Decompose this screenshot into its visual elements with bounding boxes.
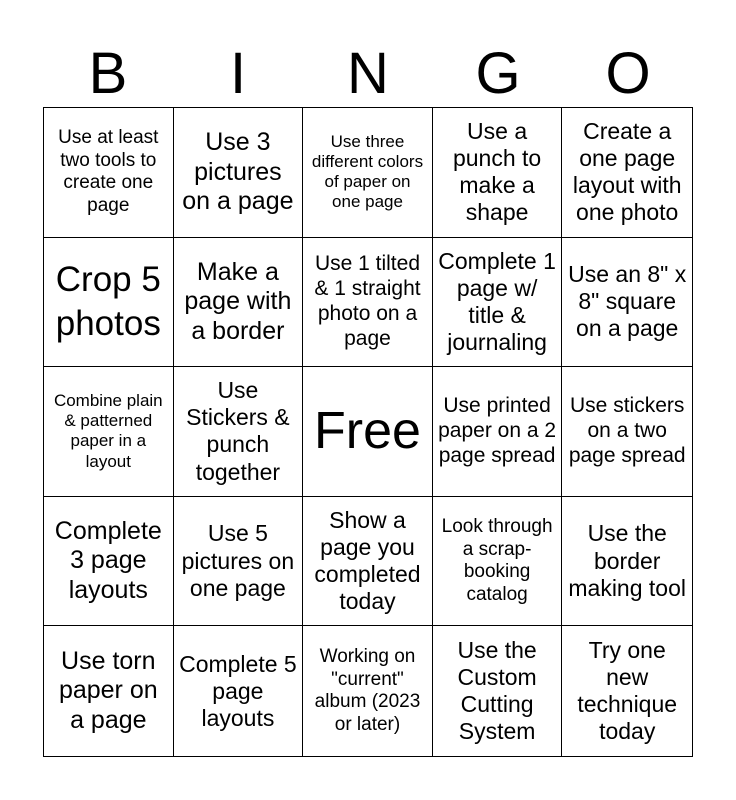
cell-text: Try one new technique today xyxy=(577,636,678,745)
bingo-cell[interactable] xyxy=(562,238,692,368)
bingo-cell[interactable] xyxy=(433,238,563,368)
cell-text: Look through a scrap-booking catalog xyxy=(441,516,553,605)
bingo-cell[interactable] xyxy=(303,626,433,756)
cell-text: Use stickers on a two page spread xyxy=(568,394,686,467)
bingo-cell[interactable] xyxy=(174,497,304,627)
bingo-cell[interactable] xyxy=(433,108,563,238)
header-letter-b: B xyxy=(88,41,128,106)
bingo-cell[interactable] xyxy=(562,626,692,756)
bingo-board xyxy=(43,107,693,757)
cell-text: Complete 3 page layouts xyxy=(54,516,162,604)
cell-text: Combine plain & patterned paper in a layout xyxy=(53,391,163,471)
bingo-cell[interactable] xyxy=(562,108,692,238)
bingo-cell[interactable] xyxy=(174,108,304,238)
cell-text: Use 1 tilted & 1 straight photo on a page xyxy=(314,252,421,350)
bingo-cell[interactable] xyxy=(174,626,304,756)
bingo-cell[interactable] xyxy=(44,108,174,238)
cell-text: Use three different colors of paper on one page xyxy=(311,132,424,212)
bingo-cell[interactable] xyxy=(433,497,563,627)
cell-text: Use 3 pictures on a page xyxy=(182,128,294,216)
header-letter-i: I xyxy=(229,41,247,106)
bingo-cell[interactable] xyxy=(44,238,174,368)
cell-text: Show a page you completed today xyxy=(314,506,421,615)
bingo-cell[interactable] xyxy=(303,238,433,368)
cell-text: Use a punch to make a shape xyxy=(452,118,542,226)
bingo-cell[interactable] xyxy=(303,108,433,238)
cell-text: Complete 1 page w/ title & journaling xyxy=(438,247,556,356)
cell-text: Working on "current" album (2023 or later) xyxy=(314,646,421,735)
cell-text: Use 5 pictures on one page xyxy=(181,520,295,601)
bingo-cell[interactable] xyxy=(433,367,563,497)
cell-text: Use torn paper on a page xyxy=(58,646,158,734)
bingo-cell[interactable] xyxy=(44,367,174,497)
cell-text: Use the Custom Cutting System xyxy=(457,636,537,745)
cell-text: Use printed paper on a 2 page spread xyxy=(438,394,557,467)
header-letter-g: G xyxy=(475,41,521,106)
bingo-cell[interactable] xyxy=(433,626,563,756)
free-space[interactable] xyxy=(303,367,433,497)
cell-text: Use the border making tool xyxy=(568,520,686,601)
bingo-header xyxy=(43,40,693,108)
cell-text: Make a page with a border xyxy=(184,257,292,345)
cell-text: Use an 8" x 8" square on a page xyxy=(568,261,687,342)
bingo-cell[interactable] xyxy=(174,238,304,368)
cell-text: Use Stickers & punch together xyxy=(186,377,290,485)
bingo-cell[interactable] xyxy=(174,367,304,497)
bingo-cell[interactable] xyxy=(44,497,174,627)
cell-text: Create a one page layout with one photo xyxy=(572,118,682,226)
free-space-label: Free xyxy=(314,401,421,460)
cell-text: Use at least two tools to create one page xyxy=(58,127,159,216)
cell-text: Crop 5 photos xyxy=(55,260,161,343)
bingo-cell[interactable] xyxy=(303,497,433,627)
bingo-cell[interactable] xyxy=(562,367,692,497)
bingo-cell[interactable] xyxy=(562,497,692,627)
header-letter-n: N xyxy=(347,41,389,106)
header-letter-o: O xyxy=(605,41,651,106)
cell-text: Complete 5 page layouts xyxy=(179,650,297,731)
bingo-cell[interactable] xyxy=(44,626,174,756)
